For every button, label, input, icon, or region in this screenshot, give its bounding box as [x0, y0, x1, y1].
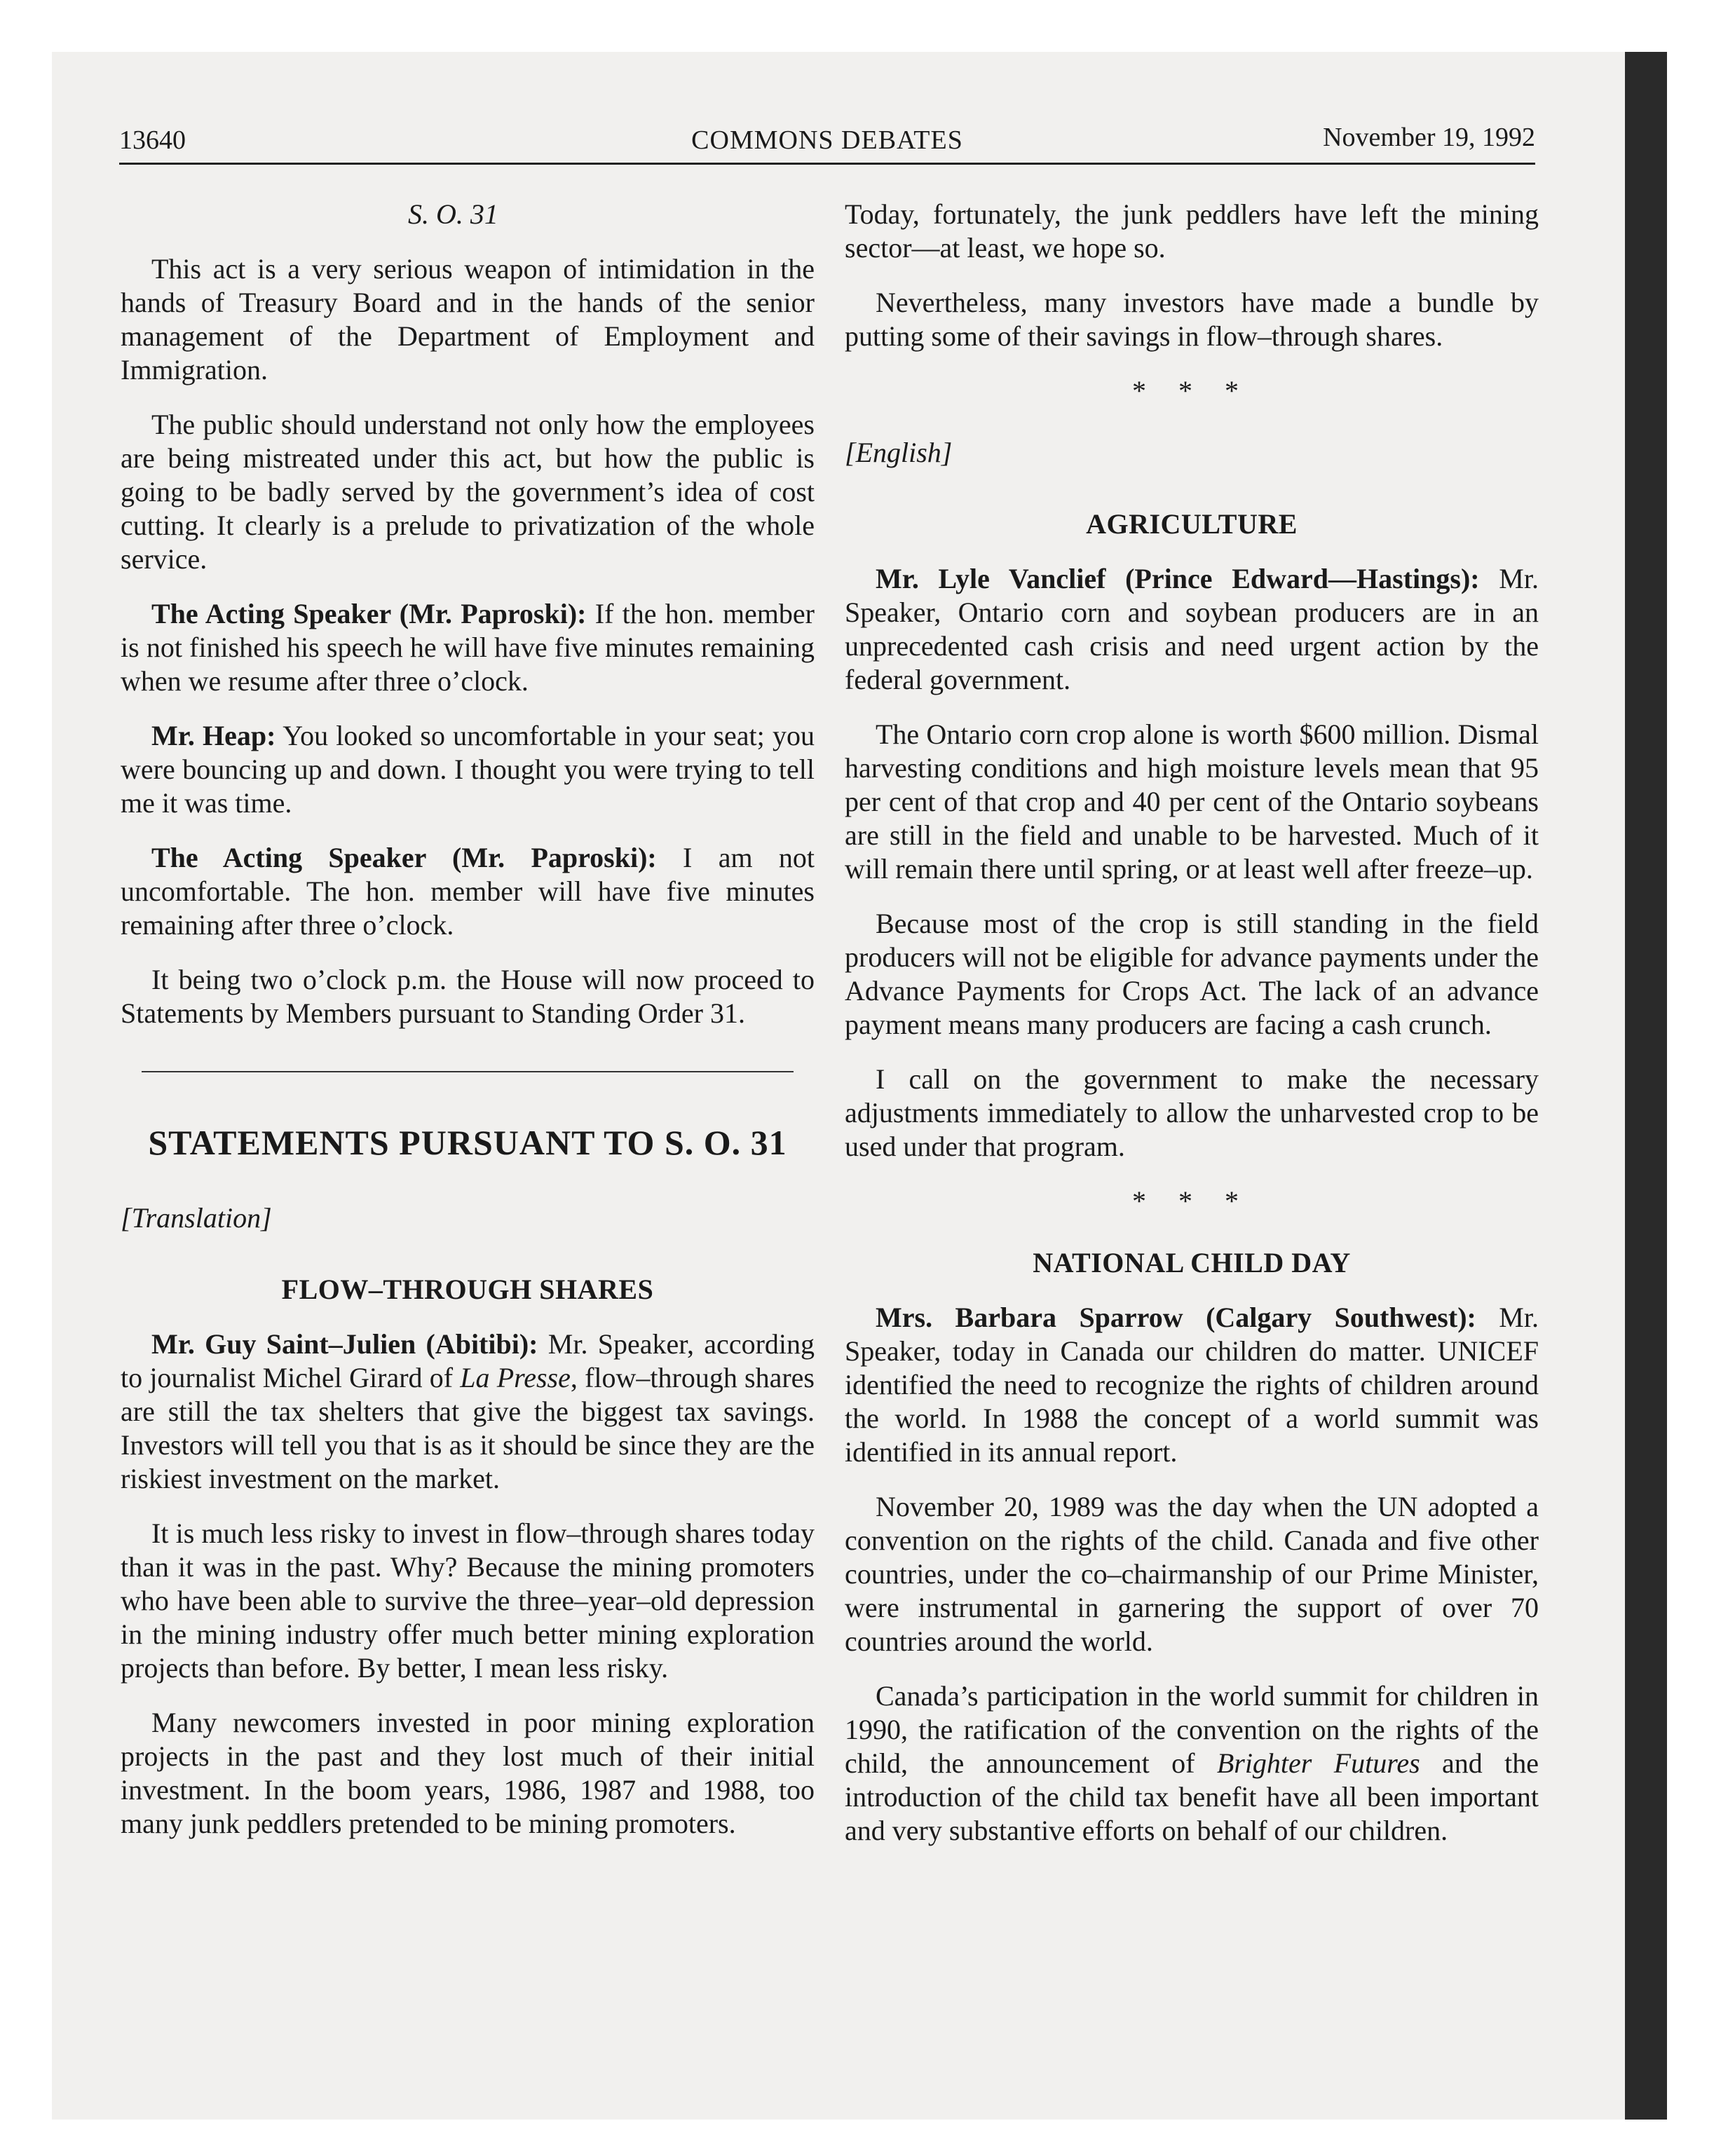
- speech-paragraph: [121, 719, 815, 820]
- standing-order-label: S. O. 31: [408, 198, 498, 230]
- publication-name: La Presse: [460, 1362, 571, 1393]
- paragraph: I call on the government to make the necessary adjustments immediately to allow the unharvested crop to be used under that program.: [845, 1063, 1539, 1162]
- paragraph: It being two o’clock p.m. the House will now proceed to Statements by Members pursuant to Standing Order 31.: [121, 964, 815, 1029]
- page-number: 13640: [119, 125, 186, 155]
- scan-edge-shadow: [1625, 52, 1667, 2120]
- speech-paragraph: [845, 562, 1539, 697]
- section-separator-stars: * * *: [1132, 1185, 1251, 1217]
- language-tag: [Translation]: [121, 1202, 272, 1234]
- paragraph: [845, 1679, 1539, 1848]
- paragraph-text: and the introduction of the child tax benefit have all been important and very substantive efforts on behalf of our children.: [845, 1747, 1539, 1846]
- paragraph: Many newcomers invested in poor mining exploration projects in the past and they lost much of their initial investment. In the boom years, 1986, 1987 and 1988, too many junk peddlers pretended to be mining promoters.: [121, 1707, 815, 1839]
- paragraph: This act is a very serious weapon of intimidation in the hands of Treasury Board and in the hands of the senior management of the Department of Employment and Immigration.: [121, 253, 815, 386]
- paragraph: It is much less risky to invest in flow–through shares today than it was in the past. Why? Because the mining promoters who have been able to survive the three–year–old depression in the mining industry offer much better mining exploration projects than before. By better, I mean less risky.: [121, 1517, 815, 1684]
- page-header: [119, 118, 1535, 160]
- paragraph: The public should understand not only how the employees are being mistreated under this act, but how the public is going to be badly served by the government’s idea of cost cutting. It clearly is a prelude to privatization of the whole service.: [121, 409, 815, 575]
- topic-heading: FLOW–THROUGH SHARES: [281, 1274, 654, 1305]
- right-column: [845, 198, 1539, 1869]
- paragraph: November 20, 1989 was the day when the UN adopted a convention on the rights of the child. Canada and five other countries, under the co–chairmanship of our Prime Minister, were instrumental in garnering the support of over 70 countries around the world.: [845, 1491, 1539, 1657]
- section-heading: STATEMENTS PURSUANT TO S. O. 31: [148, 1123, 787, 1162]
- speaker-name: Mr. Lyle Vanclief (Prince Edward—Hastings):: [876, 563, 1480, 594]
- publication-title: COMMONS DEBATES: [691, 125, 963, 155]
- program-name: Brighter Futures: [1216, 1747, 1420, 1779]
- topic-heading: NATIONAL CHILD DAY: [1033, 1247, 1351, 1278]
- section-separator-stars: * * *: [1132, 375, 1251, 407]
- paragraph: The Ontario corn crop alone is worth $600 million. Dismal harvesting conditions and high moisture levels mean that 95 per cent of that crop and 40 per cent of the Ontario soybeans are still in the field and unable to be harvested. Much of it will remain there until spring, or at least well after freeze–up.: [845, 718, 1539, 885]
- speech-paragraph: [845, 1301, 1539, 1469]
- speech-text: You looked so uncomfortable in your seat; you were bouncing up and down. I thought you were trying to tell me it was time.: [121, 720, 815, 819]
- language-tag: [English]: [845, 437, 953, 468]
- speaker-name: The Acting Speaker (Mr. Paproski):: [151, 598, 587, 629]
- paragraph-text: Canada’s participation in the world summit for children in 1990, the ratification of the convention on the rights of the child, the announcement of: [845, 1680, 1539, 1779]
- speech-text: Mr. Speaker, today in Canada our children do matter. UNICEF identified the need to recognize the rights of children around the world. In 1988 the concept of a world summit was identified in its annual report.: [845, 1302, 1539, 1468]
- paragraph: Nevertheless, many investors have made a bundle by putting some of their savings in flow–through shares.: [845, 287, 1539, 352]
- speaker-name: The Acting Speaker (Mr. Paproski):: [151, 842, 657, 873]
- left-column: [121, 198, 815, 1862]
- speech-paragraph: [121, 841, 815, 942]
- speaker-name: Mr. Heap:: [151, 720, 276, 751]
- speech-text: I am not uncomfortable. The hon. member will have five minutes remaining after three o’clock.: [121, 842, 815, 941]
- speech-text: , flow–through shares are still the tax shelters that give the biggest tax savings. Investors will tell you that is as it should be since they are the riskiest investment on the market.: [121, 1362, 815, 1494]
- speech-paragraph: [121, 1328, 815, 1496]
- publication-date: November 19, 1992: [1323, 123, 1535, 152]
- speech-text: Mr. Speaker, according to journalist Michel Girard of: [121, 1328, 815, 1393]
- topic-heading: AGRICULTURE: [1086, 508, 1298, 540]
- header-rule: [119, 163, 1535, 165]
- paragraph: Because most of the crop is still standing in the field producers will not be eligible for advance payments under the Advance Payments for Crops Act. The lack of an advance payment means many producers are facing a cash crunch.: [845, 908, 1539, 1040]
- speech-text: Mr. Speaker, Ontario corn and soybean producers are in an unprecedented cash crisis and need urgent action by the federal government.: [845, 563, 1539, 695]
- speaker-name: Mrs. Barbara Sparrow (Calgary Southwest):: [876, 1302, 1476, 1333]
- speaker-name: Mr. Guy Saint–Julien (Abitibi):: [151, 1328, 538, 1360]
- paragraph: Today, fortunately, the junk peddlers have left the mining sector—at least, we hope so.: [845, 198, 1539, 264]
- section-divider: [142, 1071, 794, 1072]
- speech-paragraph: [121, 597, 815, 698]
- speech-text: If the hon. member is not finished his speech he will have five minutes remaining when we resume after three o’clock.: [121, 598, 815, 697]
